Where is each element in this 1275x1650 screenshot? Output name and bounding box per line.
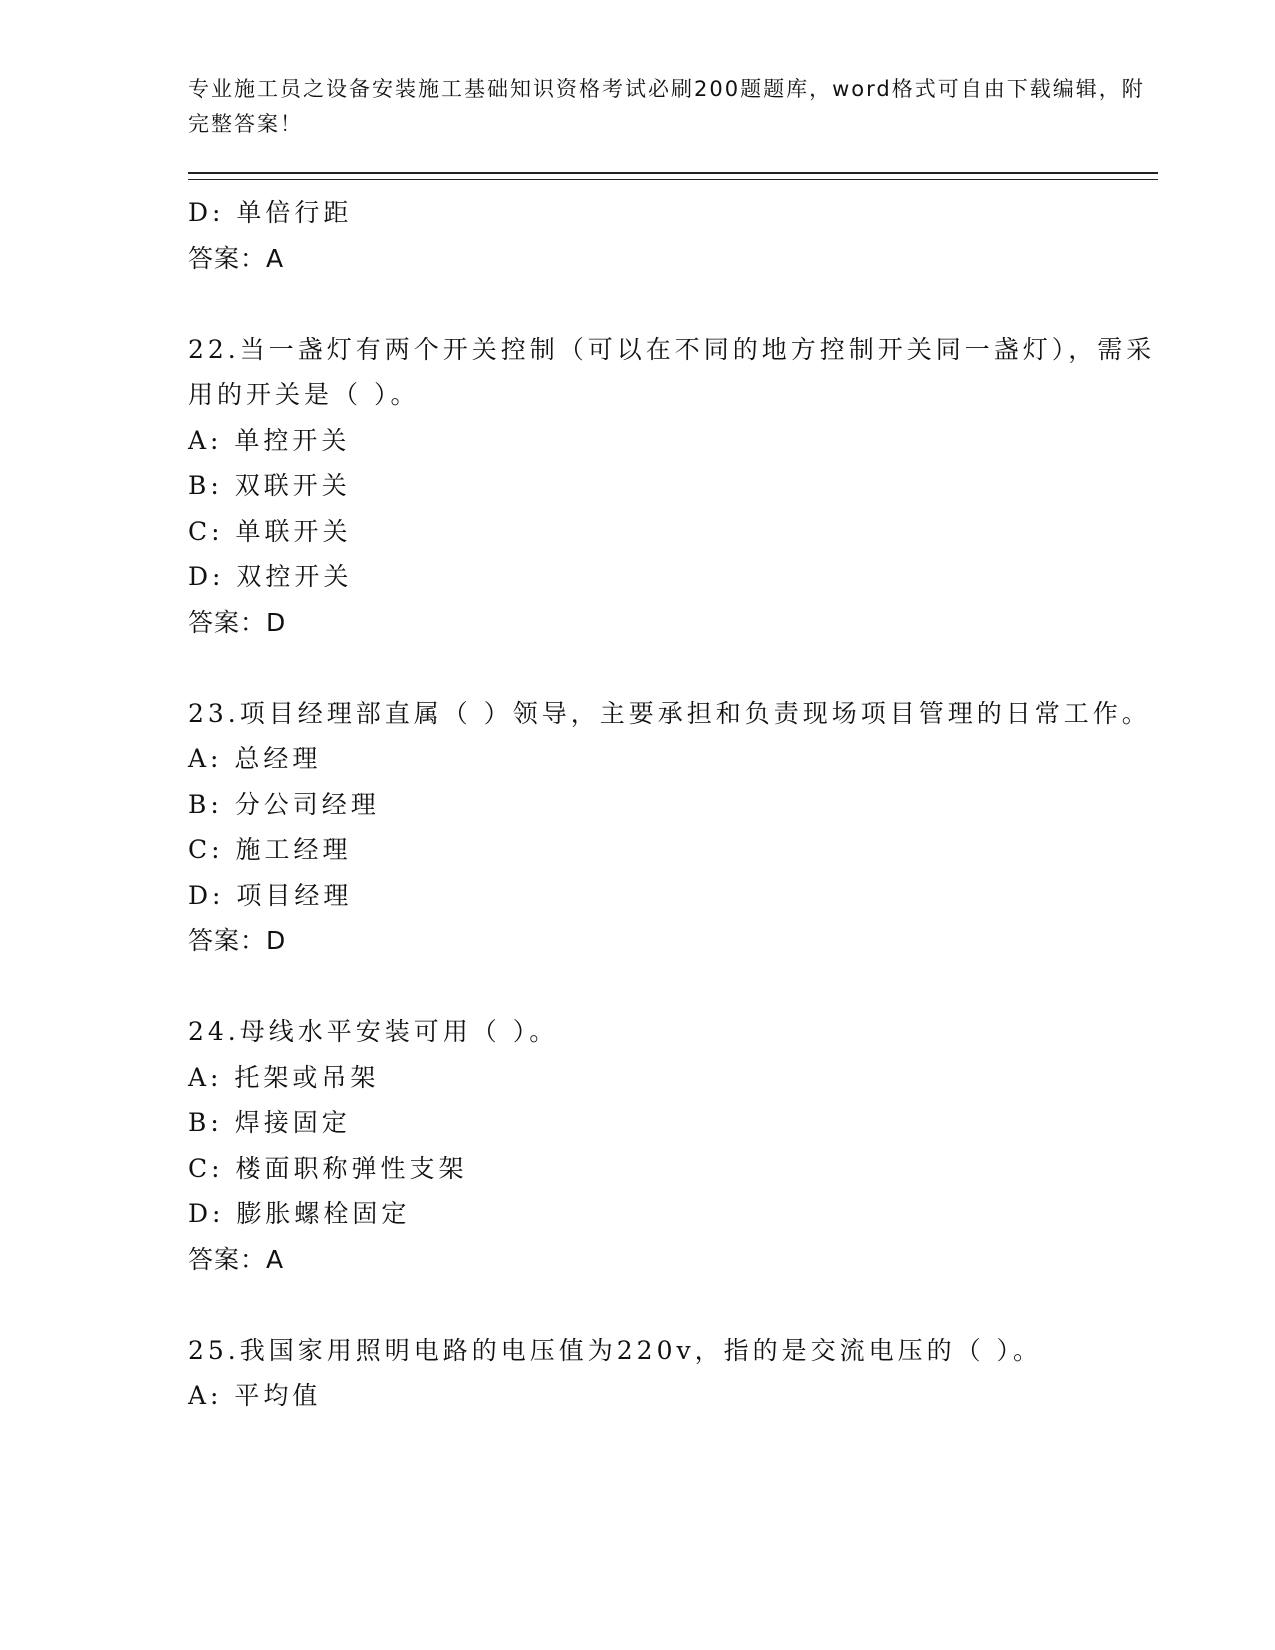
header-divider xyxy=(188,172,1158,180)
option-b: B: 焊接固定 xyxy=(188,1108,351,1137)
option-b: B: 双联开关 xyxy=(188,471,351,500)
question-stem-25: 25.我国家用照明电路的电压值为220v，指的是交流电压的（ ）。 xyxy=(188,1335,1043,1365)
answer: 答案：D xyxy=(188,926,287,955)
document-header-title: 专业施工员之设备安装施工基础知识资格考试必刷200题题库，word格式可自由下载编辑，附完整答案！ xyxy=(188,77,1145,136)
spacer xyxy=(188,281,1158,327)
spacer xyxy=(188,1282,1158,1328)
option-a: A: 单控开关 xyxy=(188,425,351,455)
option-c: C: 楼面职称弹性支架 xyxy=(188,1153,468,1183)
option-a: A: 平均值 xyxy=(188,1381,322,1410)
answer: 答案：A xyxy=(188,243,285,273)
document-page xyxy=(188,72,1158,1419)
option-d: D: 双控开关 xyxy=(188,562,353,591)
question-stem-22: 22.当一盏灯有两个开关控制（可以在不同的地方控制开关同一盏灯），需采用的开关是（ ）。 xyxy=(188,334,1156,409)
spacer xyxy=(188,964,1158,1010)
document-content xyxy=(188,190,1158,1419)
option-d: D: 单倍行距 xyxy=(188,198,353,227)
option-a: A: 托架或吊架 xyxy=(188,1062,380,1092)
option-a: A: 总经理 xyxy=(188,744,322,773)
question-stem-23: 23.项目经理部直属（ ）领导，主要承担和负责现场项目管理的日常工作。 xyxy=(188,698,1151,728)
answer: 答案：D xyxy=(188,607,287,637)
option-c: C: 施工经理 xyxy=(188,835,352,864)
question-stem-24: 24.母线水平安装可用（ ）。 xyxy=(188,1017,559,1046)
option-b: B: 分公司经理 xyxy=(188,789,380,819)
option-c: C: 单联开关 xyxy=(188,516,352,546)
option-d: D: 项目经理 xyxy=(188,880,353,910)
spacer xyxy=(188,645,1158,691)
option-d: D: 膨胀螺栓固定 xyxy=(188,1199,411,1228)
answer: 答案：A xyxy=(188,1244,285,1274)
